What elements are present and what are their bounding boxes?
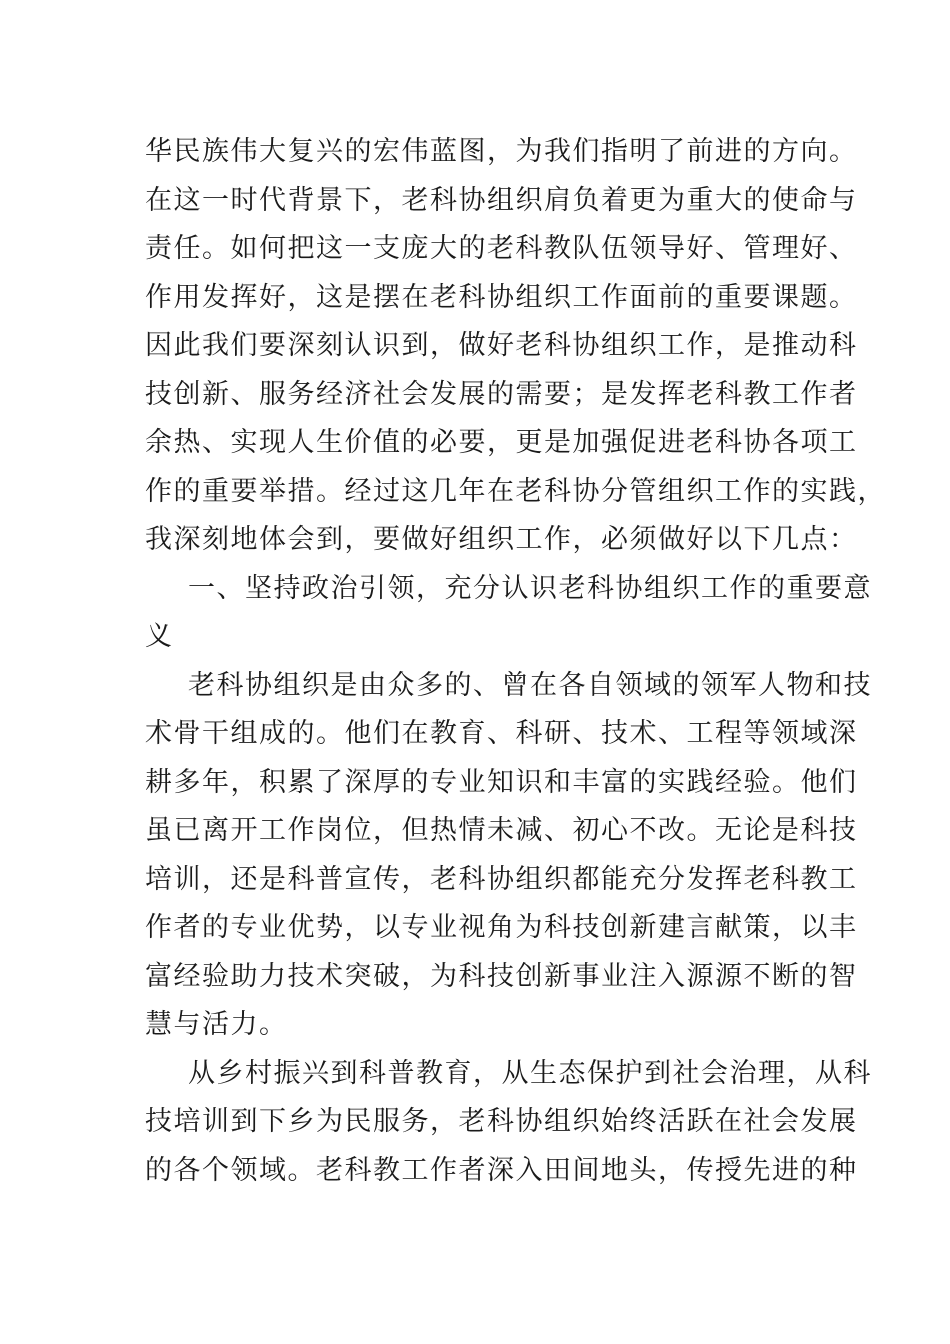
body-line: 技创新、服务经济社会发展的需要；是发挥老科教工作者 bbox=[145, 378, 858, 410]
body-line: 培训，还是科普宣传，老科协组织都能充分发挥老科教工 bbox=[145, 863, 858, 895]
body-line: 作用发挥好，这是摆在老科协组织工作面前的重要课题。 bbox=[145, 281, 858, 313]
body-line: 富经验助力技术突破，为科技创新事业注入源源不断的智 bbox=[145, 960, 858, 992]
body-line: 从乡村振兴到科普教育，从生态保护到社会治理，从科 bbox=[188, 1057, 872, 1089]
body-line: 我深刻地体会到，要做好组织工作，必须做好以下几点： bbox=[145, 524, 858, 555]
body-line: 华民族伟大复兴的宏伟蓝图，为我们指明了前进的方向。 bbox=[145, 136, 858, 167]
body-line: 老科协组织是由众多的、曾在各自领域的领军人物和技 bbox=[188, 669, 872, 701]
body-line: 虽已离开工作岗位，但热情未减、初心不改。无论是科技 bbox=[145, 815, 858, 846]
body-line: 术骨干组成的。他们在教育、科研、技术、工程等领域深 bbox=[145, 718, 858, 749]
body-line: 耕多年，积累了深厚的专业知识和丰富的实践经验。他们 bbox=[145, 766, 858, 798]
section-heading-line: 一、坚持政治引领，充分认识老科协组织工作的重要意 bbox=[188, 572, 872, 604]
body-line: 的各个领域。老科教工作者深入田间地头，传授先进的种 bbox=[145, 1154, 858, 1186]
body-line: 余热、实现人生价值的必要，更是加强促进老科协各项工 bbox=[145, 427, 858, 458]
document-body bbox=[145, 128, 886, 1195]
body-line: 技培训到下乡为民服务，老科协组织始终活跃在社会发展 bbox=[145, 1106, 858, 1137]
body-line: 责任。如何把这一支庞大的老科教队伍领导好、管理好、 bbox=[145, 233, 858, 264]
section-heading-line: 义 bbox=[145, 621, 174, 652]
body-line: 在这一时代背景下，老科协组织肩负着更为重大的使命与 bbox=[145, 184, 858, 216]
body-line: 作的重要举措。经过这几年在老科协分管组织工作的实践， bbox=[145, 475, 886, 507]
body-line: 作者的专业优势，以专业视角为科技创新建言献策，以丰 bbox=[145, 912, 858, 943]
body-line: 慧与活力。 bbox=[145, 1009, 288, 1040]
body-line: 因此我们要深刻认识到，做好老科协组织工作，是推动科 bbox=[145, 330, 858, 361]
